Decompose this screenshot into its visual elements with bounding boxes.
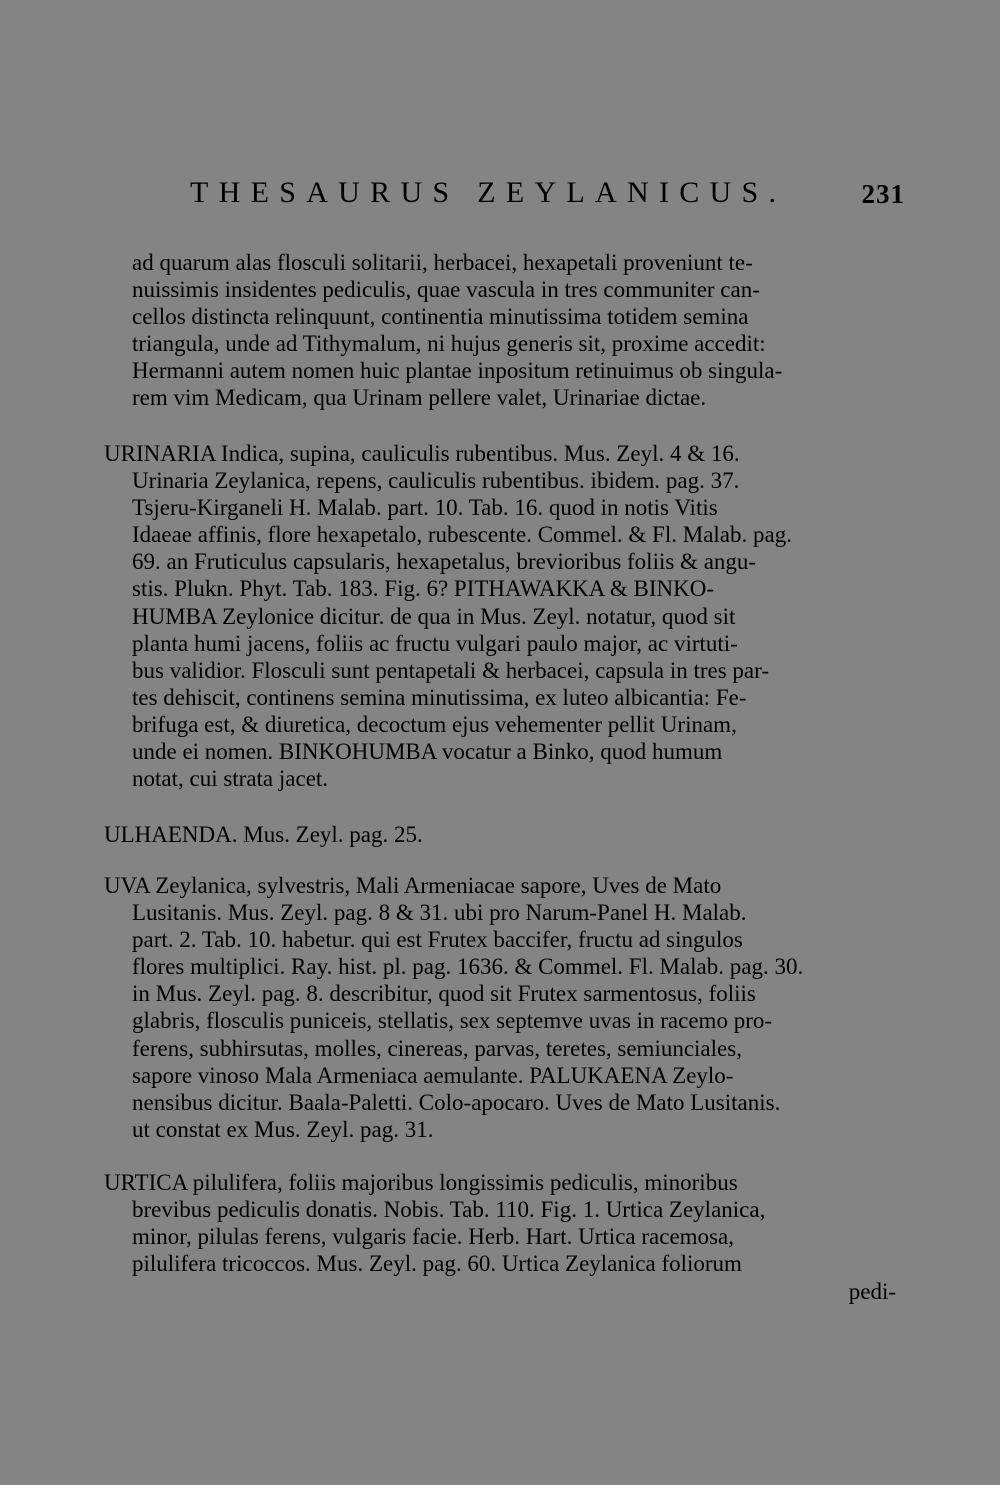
text-line: brevibus pediculis donatis. Nobis. Tab. 110. Fig. 1. Urtica Zeylanica, [132,1197,766,1223]
entry-ulhaenda [104,821,896,848]
entry-headline: URTICA pilulifera, foliis majoribus longissimis pediculis, minoribus [104,1170,738,1195]
page-header [190,176,905,220]
text-line: 69. an Fruticulus capsularis, hexapetalus, brevioribus foliis & angu- [132,549,757,575]
text-line: Idaeae affinis, flore hexapetalo, rubescente. Commel. & Fl. Malab. pag. [132,522,792,548]
text-line: in Mus. Zeyl. pag. 8. describitur, quod sit Frutex sarmentosus, foliis [132,981,756,1007]
text-line: nensibus dicitur. Baala-Paletti. Colo-apocaro. Uves de Mato Lusitanis. [132,1089,781,1115]
text-line: planta humi jacens, foliis ac fructu vulgari paulo major, ac virtuti- [132,630,738,656]
entry-urinaria [104,440,896,792]
entry-headline: URINARIA Indica, supina, cauliculis rubentibus. Mus. Zeyl. 4 & 16. [104,441,740,466]
text-line: nuissimis insidentes pediculis, quae vascula in tres communiter can- [132,277,760,303]
text-line: HUMBA Zeylonice dicitur. de qua in Mus. Zeyl. notatur, quod sit [132,603,736,629]
text-line: Tsjeru-Kirganeli H. Malab. part. 10. Tab. 16. quod in notis Vitis [132,495,718,521]
text-line: Lusitanis. Mus. Zeyl. pag. 8 & 31. ubi pro Narum-Panel H. Malab. [132,900,747,926]
text-line: glabris, flosculis puniceis, stellatis, sex septemve uvas in racemo pro- [132,1008,773,1034]
text-line: ut constat ex Mus. Zeyl. pag. 31. [132,1116,434,1142]
catchword: pedi- [848,1279,896,1304]
text-line: tes dehiscit, continens semina minutissima, ex luteo albicantia: Fe- [132,684,747,710]
text-line: part. 2. Tab. 10. habetur. qui est Frutex baccifer, fructu ad singulos [132,927,743,953]
text-line: Hermanni autem nomen huic plantae inpositum retinuimus ob singula- [132,358,783,384]
text-line: pilulifera tricoccos. Mus. Zeyl. pag. 60. Urtica Zeylanica foliorum [132,1251,742,1277]
entry-headline: UVA Zeylanica, sylvestris, Mali Armeniacae sapore, Uves de Mato [104,873,722,898]
text-line: brifuga est, & diuretica, decoctum ejus vehementer pellit Urinam, [132,711,737,737]
text-line: unde ei nomen. BINKOHUMBA vocatur a Binko, quod humum [132,739,723,765]
text-line: ferens, subhirsutas, molles, cinereas, parvas, teretes, semiunciales, [132,1035,742,1061]
running-title: THESAURUS ZEYLANICUS. [190,176,787,209]
text-line: rem vim Medicam, qua Urinam pellere valet, Urinariae dictae. [132,385,707,411]
text-line: triangula, unde ad Tithymalum, ni hujus generis sit, proxime accedit: [132,331,766,357]
entry-uva [104,872,896,1143]
text-line: cellos distincta relinquunt, continentia minutissima totidem semina [132,304,749,330]
entry-urtica [104,1169,896,1277]
text-line: minor, pilulas ferens, vulgaris facie. Herb. Hart. Urtica racemosa, [132,1224,734,1250]
paragraph-continuation [104,249,896,412]
text-line: stis. Plukn. Phyt. Tab. 183. Fig. 6? PITHAWAKKA & BINKO- [132,576,715,602]
entry-headline: ULHAENDA. Mus. Zeyl. pag. 25. [104,822,423,847]
text-line: notat, cui strata jacet. [132,766,329,792]
text-line: ad quarum alas flosculi solitarii, herbacei, hexapetali proveniunt te- [132,250,753,275]
text-line: sapore vinoso Mala Armeniaca aemulante. PALUKAENA Zeylo- [132,1062,734,1088]
page-number: 231 [861,179,905,209]
text-line: bus validior. Flosculi sunt pentapetali & herbacei, capsula in tres par- [132,657,769,683]
text-line: Urinaria Zeylanica, repens, cauliculis rubentibus. ibidem. pag. 37. [132,468,740,494]
text-line: flores multiplici. Ray. hist. pl. pag. 1636. & Commel. Fl. Malab. pag. 30. [132,954,804,980]
